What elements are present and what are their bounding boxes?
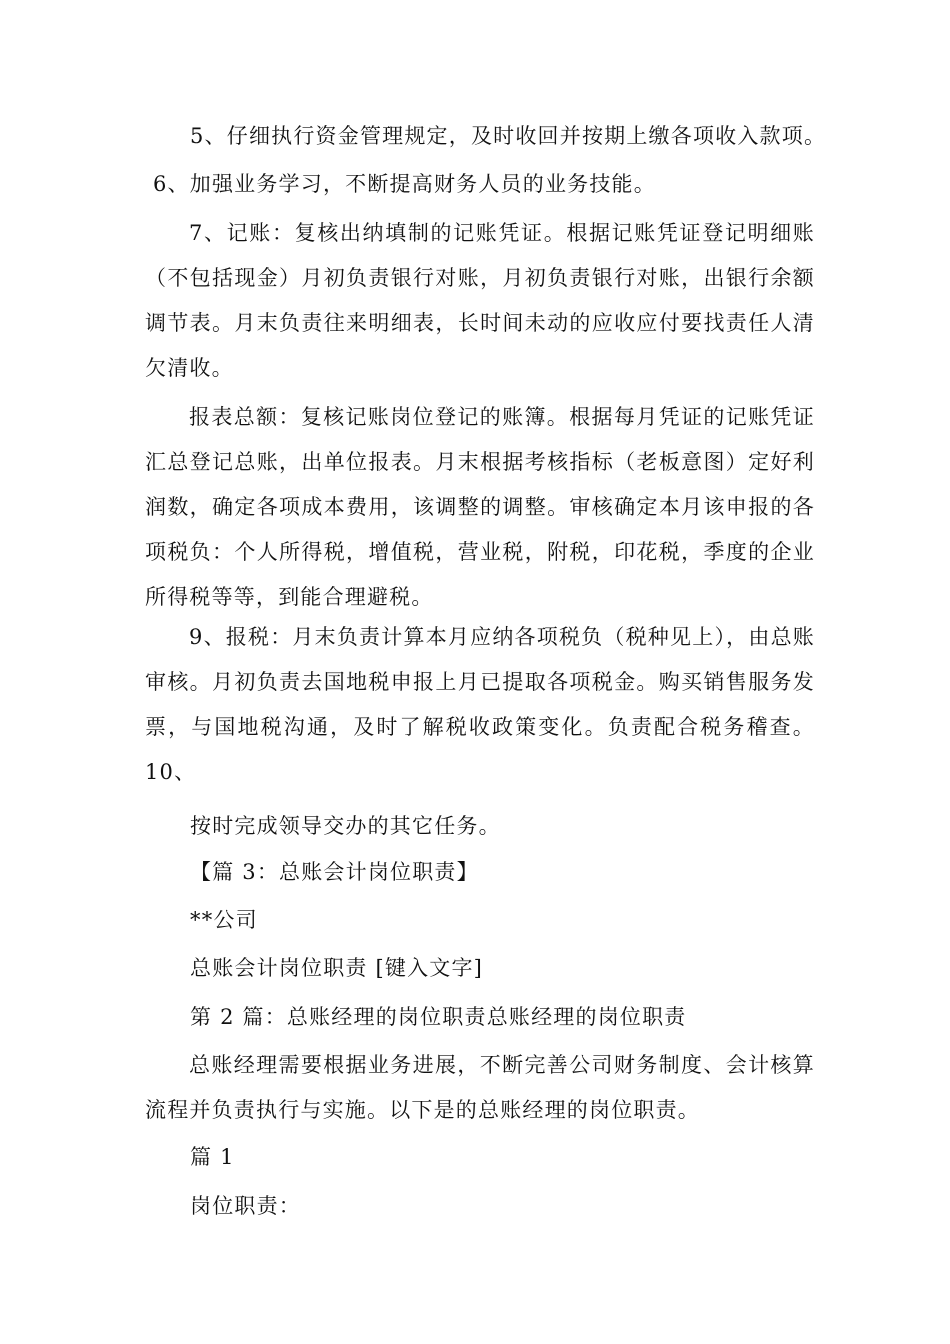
item-10-text: 按时完成领导交办的其它任务。 <box>190 814 501 838</box>
item-5: 5、仔细执行资金管理规定，及时收回并按期上缴各项收入款项。 <box>190 124 827 148</box>
document-title: 总账会计岗位职责 [键入文字] <box>190 956 484 980</box>
section-title: 【篇 3：总账会计岗位职责】 <box>190 860 479 884</box>
intro-paragraph: 总账经理需要根据业务进展，不断完善公司财务制度、会计核算流程并负责执行与实施。以下是的总账经理的岗位职责。 <box>145 1053 815 1122</box>
duties-label: 岗位职责： <box>190 1194 301 1218</box>
paragraph-report-total: 报表总额：复核记账岗位登记的账簿。根据每月凭证的记账凭证汇总登记总账，出单位报表。月末根据考核指标（老板意图）定好利润数，确定各项成本费用，该调整的调整。审核确定本月该申报的各项税负：个人所得税，增值税，营业税，附税，印花税，季度的企业所得税等等，到能合理避税。 <box>145 405 815 609</box>
item-6: 6、加强业务学习，不断提高财务人员的业务技能。 <box>153 172 656 196</box>
paragraph-item-7: 7、记账：复核出纳填制的记账凭证。根据记账凭证登记明细账（不包括现金）月初负责银行对账，月初负责银行对账，出银行余额调节表。月末负责往来明细表，长时间未动的应收应付要找责任人清欠清收。 <box>145 221 815 380</box>
paragraph-item-9: 9、报税：月末负责计算本月应纳各项税负（税种见上），由总账审核。月初负责去国地税申报上月已提取各项税金。购买销售服务发票，与国地税沟通，及时了解税收政策变化。负责配合税务稽查。 10、 <box>145 625 815 784</box>
chapter-heading: 第 2 篇：总账经理的岗位职责总账经理的岗位职责 <box>190 1005 687 1029</box>
part-heading: 篇 1 <box>190 1145 235 1169</box>
company-name: **公司 <box>190 908 258 932</box>
